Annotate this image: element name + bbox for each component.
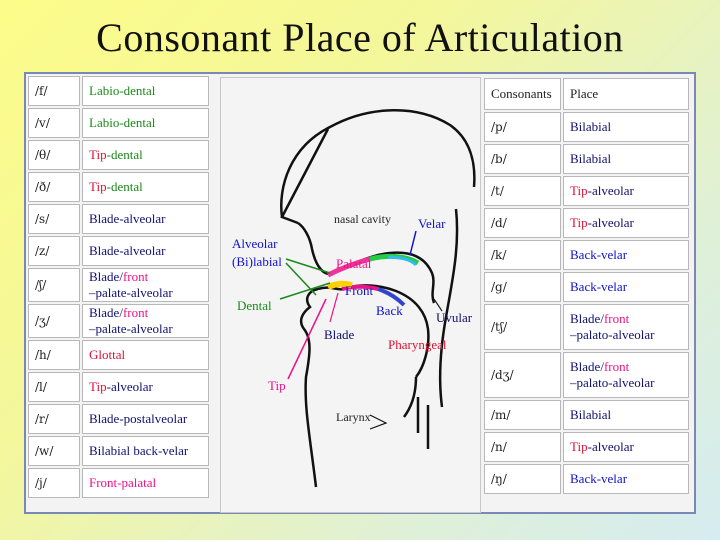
place-of-articulation — [82, 204, 209, 234]
left-table-row — [28, 204, 209, 234]
place-of-articulation — [563, 352, 689, 398]
place-of-articulation — [82, 236, 209, 266]
place-of-articulation — [563, 208, 689, 238]
consonant-symbol: /l/ — [28, 372, 80, 402]
pharynx-wall — [440, 209, 457, 407]
place-fragment: –palate-alveolar — [89, 321, 173, 336]
consonant-symbol: /j/ — [28, 468, 80, 498]
place-fragment: front — [122, 269, 149, 284]
place-fragment: -alveolar — [587, 183, 634, 198]
place-fragment: Tip — [89, 379, 107, 394]
consonant-symbol: /s/ — [28, 204, 80, 234]
left-table-row — [28, 304, 209, 338]
place-fragment: -alveolar — [106, 379, 153, 394]
place-fragment: Blade-postalveolar — [89, 411, 188, 426]
dental-pointer — [280, 283, 330, 299]
place-of-articulation — [82, 436, 209, 466]
place-of-articulation — [563, 400, 689, 430]
consonant-symbol: /d/ — [484, 208, 561, 238]
consonant-symbol: /n/ — [484, 432, 561, 462]
place-fragment: –palato-alveolar — [570, 327, 655, 342]
place-fragment: front — [122, 305, 149, 320]
place-of-articulation — [82, 340, 209, 370]
place-fragment: –palate-alveolar — [89, 285, 173, 300]
consonant-symbol: /ð/ — [28, 172, 80, 202]
place-fragment: Tip — [570, 215, 588, 230]
place-of-articulation — [563, 432, 689, 462]
right-table-row — [484, 432, 689, 462]
left-table-row — [28, 236, 209, 266]
right-consonant-table — [482, 76, 691, 496]
consonant-symbol: /ŋ/ — [484, 464, 561, 494]
place-of-articulation — [82, 404, 209, 434]
place-of-articulation — [82, 140, 209, 170]
dental-label: Dental — [237, 298, 272, 313]
consonants-header: Consonants — [484, 78, 561, 110]
place-of-articulation — [82, 76, 209, 106]
table-header-row — [484, 78, 689, 110]
place-of-articulation — [82, 268, 209, 302]
place-fragment: Front-palatal — [89, 475, 157, 490]
left-table-row — [28, 436, 209, 466]
consonant-symbol: /t/ — [484, 176, 561, 206]
place-of-articulation — [82, 468, 209, 498]
place-of-articulation — [82, 304, 209, 338]
front-label: Front — [345, 283, 374, 298]
nasal-cavity-label: nasal cavity — [334, 212, 391, 226]
place-fragment: –palato-alveolar — [570, 375, 655, 390]
jaw-outline — [301, 289, 318, 487]
place-fragment: Blade/ — [89, 305, 123, 320]
place-header: Place — [563, 78, 689, 110]
place-fragment: Back-velar — [570, 471, 628, 486]
place-fragment: -dental — [106, 147, 143, 162]
left-table-row — [28, 268, 209, 302]
place-of-articulation — [563, 464, 689, 494]
place-of-articulation — [563, 112, 689, 142]
larynx-pointer — [370, 415, 386, 429]
left-table-row — [28, 372, 209, 402]
consonant-symbol: /b/ — [484, 144, 561, 174]
place-fragment: front — [603, 359, 630, 374]
blade-label: Blade — [324, 327, 355, 342]
place-fragment: Blade-alveolar — [89, 243, 166, 258]
place-fragment: Bilabial back-velar — [89, 443, 189, 458]
left-table-row — [28, 340, 209, 370]
place-fragment: -dental — [106, 179, 143, 194]
place-of-articulation — [563, 144, 689, 174]
place-fragment: Back-velar — [570, 279, 628, 294]
place-fragment: Bilabial — [570, 119, 612, 134]
right-table-row — [484, 304, 689, 350]
consonant-symbol: /v/ — [28, 108, 80, 138]
right-table-row — [484, 208, 689, 238]
blade-pointer — [330, 293, 338, 322]
place-fragment: Tip — [570, 439, 588, 454]
place-fragment: Blade-alveolar — [89, 211, 166, 226]
place-fragment: Back-velar — [570, 247, 628, 262]
pharyngeal-label: Pharyngeal — [388, 337, 447, 352]
left-table-row — [28, 140, 209, 170]
nose-outline — [282, 129, 328, 223]
larynx-label: Larynx — [336, 410, 371, 424]
larynx-outline — [404, 377, 416, 417]
place-fragment: Labio-dental — [89, 83, 156, 98]
uvular-label: Uvular — [436, 310, 473, 325]
left-table-row — [28, 404, 209, 434]
consonant-symbol: /ʃ/ — [28, 268, 80, 302]
left-table-row — [28, 172, 209, 202]
palatal-label: Palatal — [336, 256, 372, 271]
place-fragment: Bilabial — [570, 151, 612, 166]
consonant-symbol: /r/ — [28, 404, 80, 434]
consonant-symbol: /ʒ/ — [28, 304, 80, 338]
consonant-symbol: /z/ — [28, 236, 80, 266]
place-of-articulation — [563, 240, 689, 270]
right-table-row — [484, 464, 689, 494]
place-of-articulation — [82, 372, 209, 402]
place-fragment: front — [603, 311, 630, 326]
place-fragment: Labio-dental — [89, 115, 156, 130]
consonant-symbol: /θ/ — [28, 140, 80, 170]
place-of-articulation — [563, 272, 689, 302]
right-table-row — [484, 352, 689, 398]
place-fragment: Tip — [89, 179, 107, 194]
right-table-row — [484, 176, 689, 206]
place-of-articulation — [563, 176, 689, 206]
consonant-symbol: /tʃ/ — [484, 304, 561, 350]
place-fragment: Glottal — [89, 347, 126, 362]
place-fragment: Tip — [570, 183, 588, 198]
place-fragment: Blade/ — [570, 311, 604, 326]
alveolar-label: Alveolar — [232, 236, 278, 251]
place-of-articulation — [82, 172, 209, 202]
consonant-symbol: /g/ — [484, 272, 561, 302]
place-fragment: -alveolar — [587, 439, 634, 454]
consonant-symbol: /p/ — [484, 112, 561, 142]
place-fragment: Bilabial — [570, 407, 612, 422]
slide-title: Consonant Place of Articulation — [96, 15, 624, 60]
left-table-row — [28, 76, 209, 106]
consonant-symbol: /f/ — [28, 76, 80, 106]
place-fragment: Tip — [89, 147, 107, 162]
left-table-row — [28, 108, 209, 138]
consonant-symbol: /k/ — [484, 240, 561, 270]
tip-label: Tip — [268, 378, 286, 393]
back-label: Back — [376, 303, 403, 318]
consonant-symbol: /dʒ/ — [484, 352, 561, 398]
bilabial-label: (Bi)labial — [232, 254, 282, 269]
right-table-row — [484, 272, 689, 302]
consonant-symbol: /w/ — [28, 436, 80, 466]
place-fragment: Blade/ — [570, 359, 604, 374]
left-table-row — [28, 468, 209, 498]
right-table-row — [484, 112, 689, 142]
velar-pointer — [410, 231, 416, 255]
consonant-symbol: /m/ — [484, 400, 561, 430]
right-table-row — [484, 144, 689, 174]
place-fragment: Blade/ — [89, 269, 123, 284]
right-table-row — [484, 400, 689, 430]
velar-label: Velar — [418, 216, 446, 231]
place-of-articulation — [82, 108, 209, 138]
place-fragment: -alveolar — [587, 215, 634, 230]
place-of-articulation — [563, 304, 689, 350]
right-table-row — [484, 240, 689, 270]
left-consonant-table — [26, 74, 211, 500]
consonant-symbol: /h/ — [28, 340, 80, 370]
